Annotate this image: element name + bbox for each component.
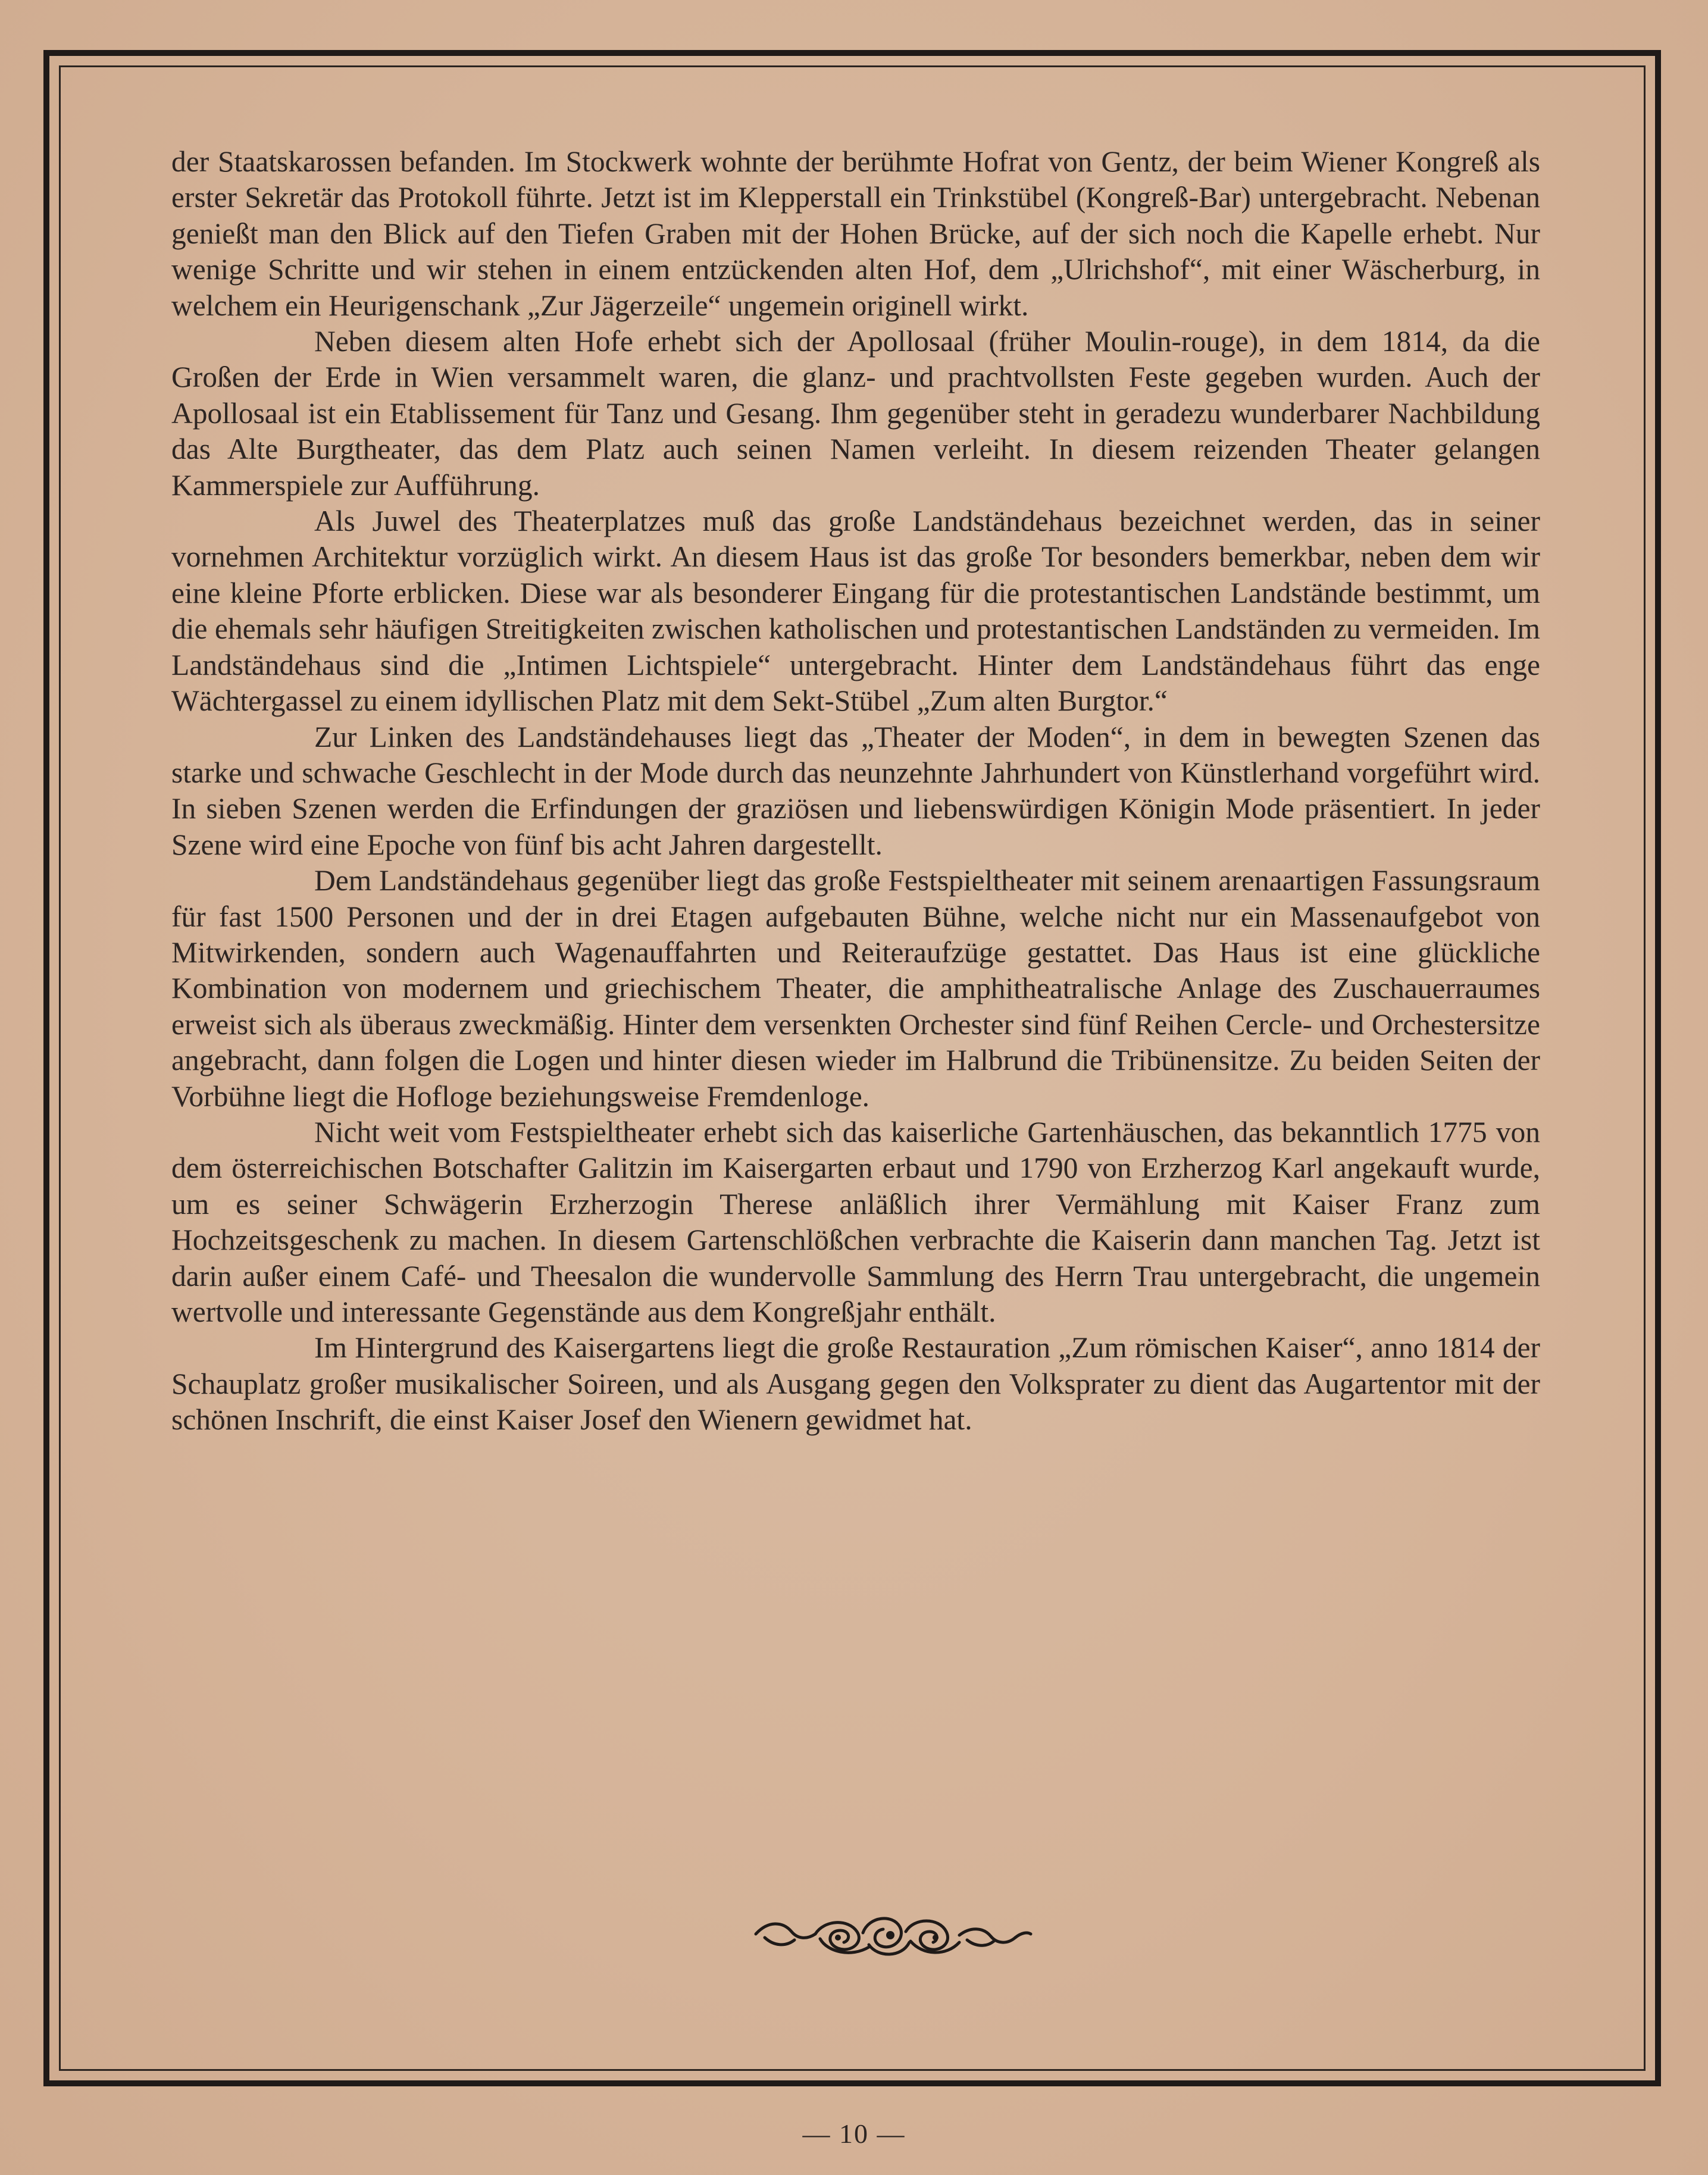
- vignette-ornament-icon: [750, 1903, 1036, 1969]
- paragraph-5: Dem Landständehaus gegenüber liegt das große Festspieltheater mit seinem arenaartigen Fassungsraum für fast 1500 Personen und der in drei Etagen aufgebauten Bühne, welche nicht nur ein Massenaufgebot von Mitwirkenden, sondern auch Wagenauffahrten und Reiteraufzüge gestattet. Das Haus ist eine glückliche Kombination von modernem und griechischem Theater, die amphitheatralische Anlage des Zuschauerraumes erweist sich als überaus zweckmäßig. Hinter dem versenkten Orchester sind fünf Reihen Cercle- und Orchestersitze angebracht, dann folgen die Logen und hinter diesen wieder im Halbrund die Tribünensitze. Zu beiden Seiten der Vorbühne liegt die Hofloge beziehungsweise Fremdenloge.: [171, 864, 1540, 1113]
- page-number: — 10 —: [802, 2118, 906, 2149]
- paragraph-6: Nicht weit vom Festspieltheater erhebt sich das kaiserliche Gartenhäuschen, das bekanntlich 1775 von dem österreichischen Botschafter Galitzin im Kaisergarten erbaut und 1790 von Erzherzog Karl angekauft wurde, um es seiner Schwägerin Erzherzogin Therese anläßlich ihrer Vermählung mit Kaiser Franz zum Hochzeitsgeschenk zu machen. In diesem Gartenschlößchen verbrachte die Kaiserin dann manchen Tag. Jetzt ist darin außer einem Café- und Theesalon die wundervolle Sammlung des Herrn Trau untergebracht, die ungemein wertvolle und interessante Gegenstände aus dem Kongreßjahr enthält.: [171, 1115, 1540, 1328]
- paragraph-7: Im Hintergrund des Kaisergartens liegt die große Restauration „Zum römischen Kaiser“, anno 1814 der Schauplatz großer musikalischer Soireen, und als Ausgang gegen den Volksprater zu dient das Augartentor mit der schönen Inschrift, die einst Kaiser Josef den Wienern gewidmet hat.: [171, 1331, 1540, 1437]
- paragraph-3: Als Juwel des Theaterplatzes muß das große Landständehaus bezeichnet werden, das in seiner vornehmen Architektur vorzüglich wirkt. An diesem Haus ist das große Tor besonders bemerkbar, neben dem wir eine kleine Pforte erblicken. Diese war als besonderer Eingang für die protestantischen Landstände bestimmt, um die ehemals sehr häufigen Streitigkeiten zwischen katholischen und protestantischen Landständen zu vermeiden. Im Landständehaus sind die „Intimen Lichtspiele“ untergebracht. Hinter dem Landständehaus führt das enge Wächtergassel zu einem idyllischen Platz mit dem Sekt-Stübel „Zum alten Burgtor.“: [171, 505, 1540, 718]
- body-text: [171, 144, 1540, 1438]
- paragraph-2: Neben diesem alten Hofe erhebt sich der Apollosaal (früher Moulin-rouge), in dem 1814, da die Großen der Erde in Wien versammelt waren, die glanz- und prachtvollsten Feste gegeben wurden. Auch der Apollosaal ist ein Etablissement für Tanz und Gesang. Ihm gegenüber steht in geradezu wunderbarer Nachbildung das Alte Burgtheater, das dem Platz auch seinen Namen verleiht. In diesem reizenden Theater gelangen Kammerspiele zur Aufführung.: [171, 325, 1540, 502]
- paragraph-4: Zur Linken des Landständehauses liegt das „Theater der Moden“, in dem in bewegten Szenen das starke und schwache Geschlecht in der Mode durch das neunzehnte Jahrhundert von Künstlerhand vorgeführt wird. In sieben Szenen werden die Erfindungen der graziösen und liebenswürdigen Königin Mode präsentiert. In jeder Szene wird eine Epoche von fünf bis acht Jahren dargestellt.: [171, 720, 1540, 861]
- paragraph-1: der Staatskarossen befanden. Im Stockwerk wohnte der berühmte Hofrat von Gentz, der beim Wiener Kongreß als erster Sekretär das Protokoll führte. Jetzt ist im Klepperstall ein Trinkstübel (Kongreß-Bar) untergebracht. Nebenan genießt man den Blick auf den Tiefen Graben mit der Hohen Brücke, auf der sich noch die Kapelle erhebt. Nur wenige Schritte und wir stehen in einem entzückenden alten Hof, dem „Ulrichshof“, mit einer Wäscherburg, in welchem ein Heurigenschank „Zur Jägerzeile“ ungemein originell wirkt.: [171, 145, 1540, 322]
